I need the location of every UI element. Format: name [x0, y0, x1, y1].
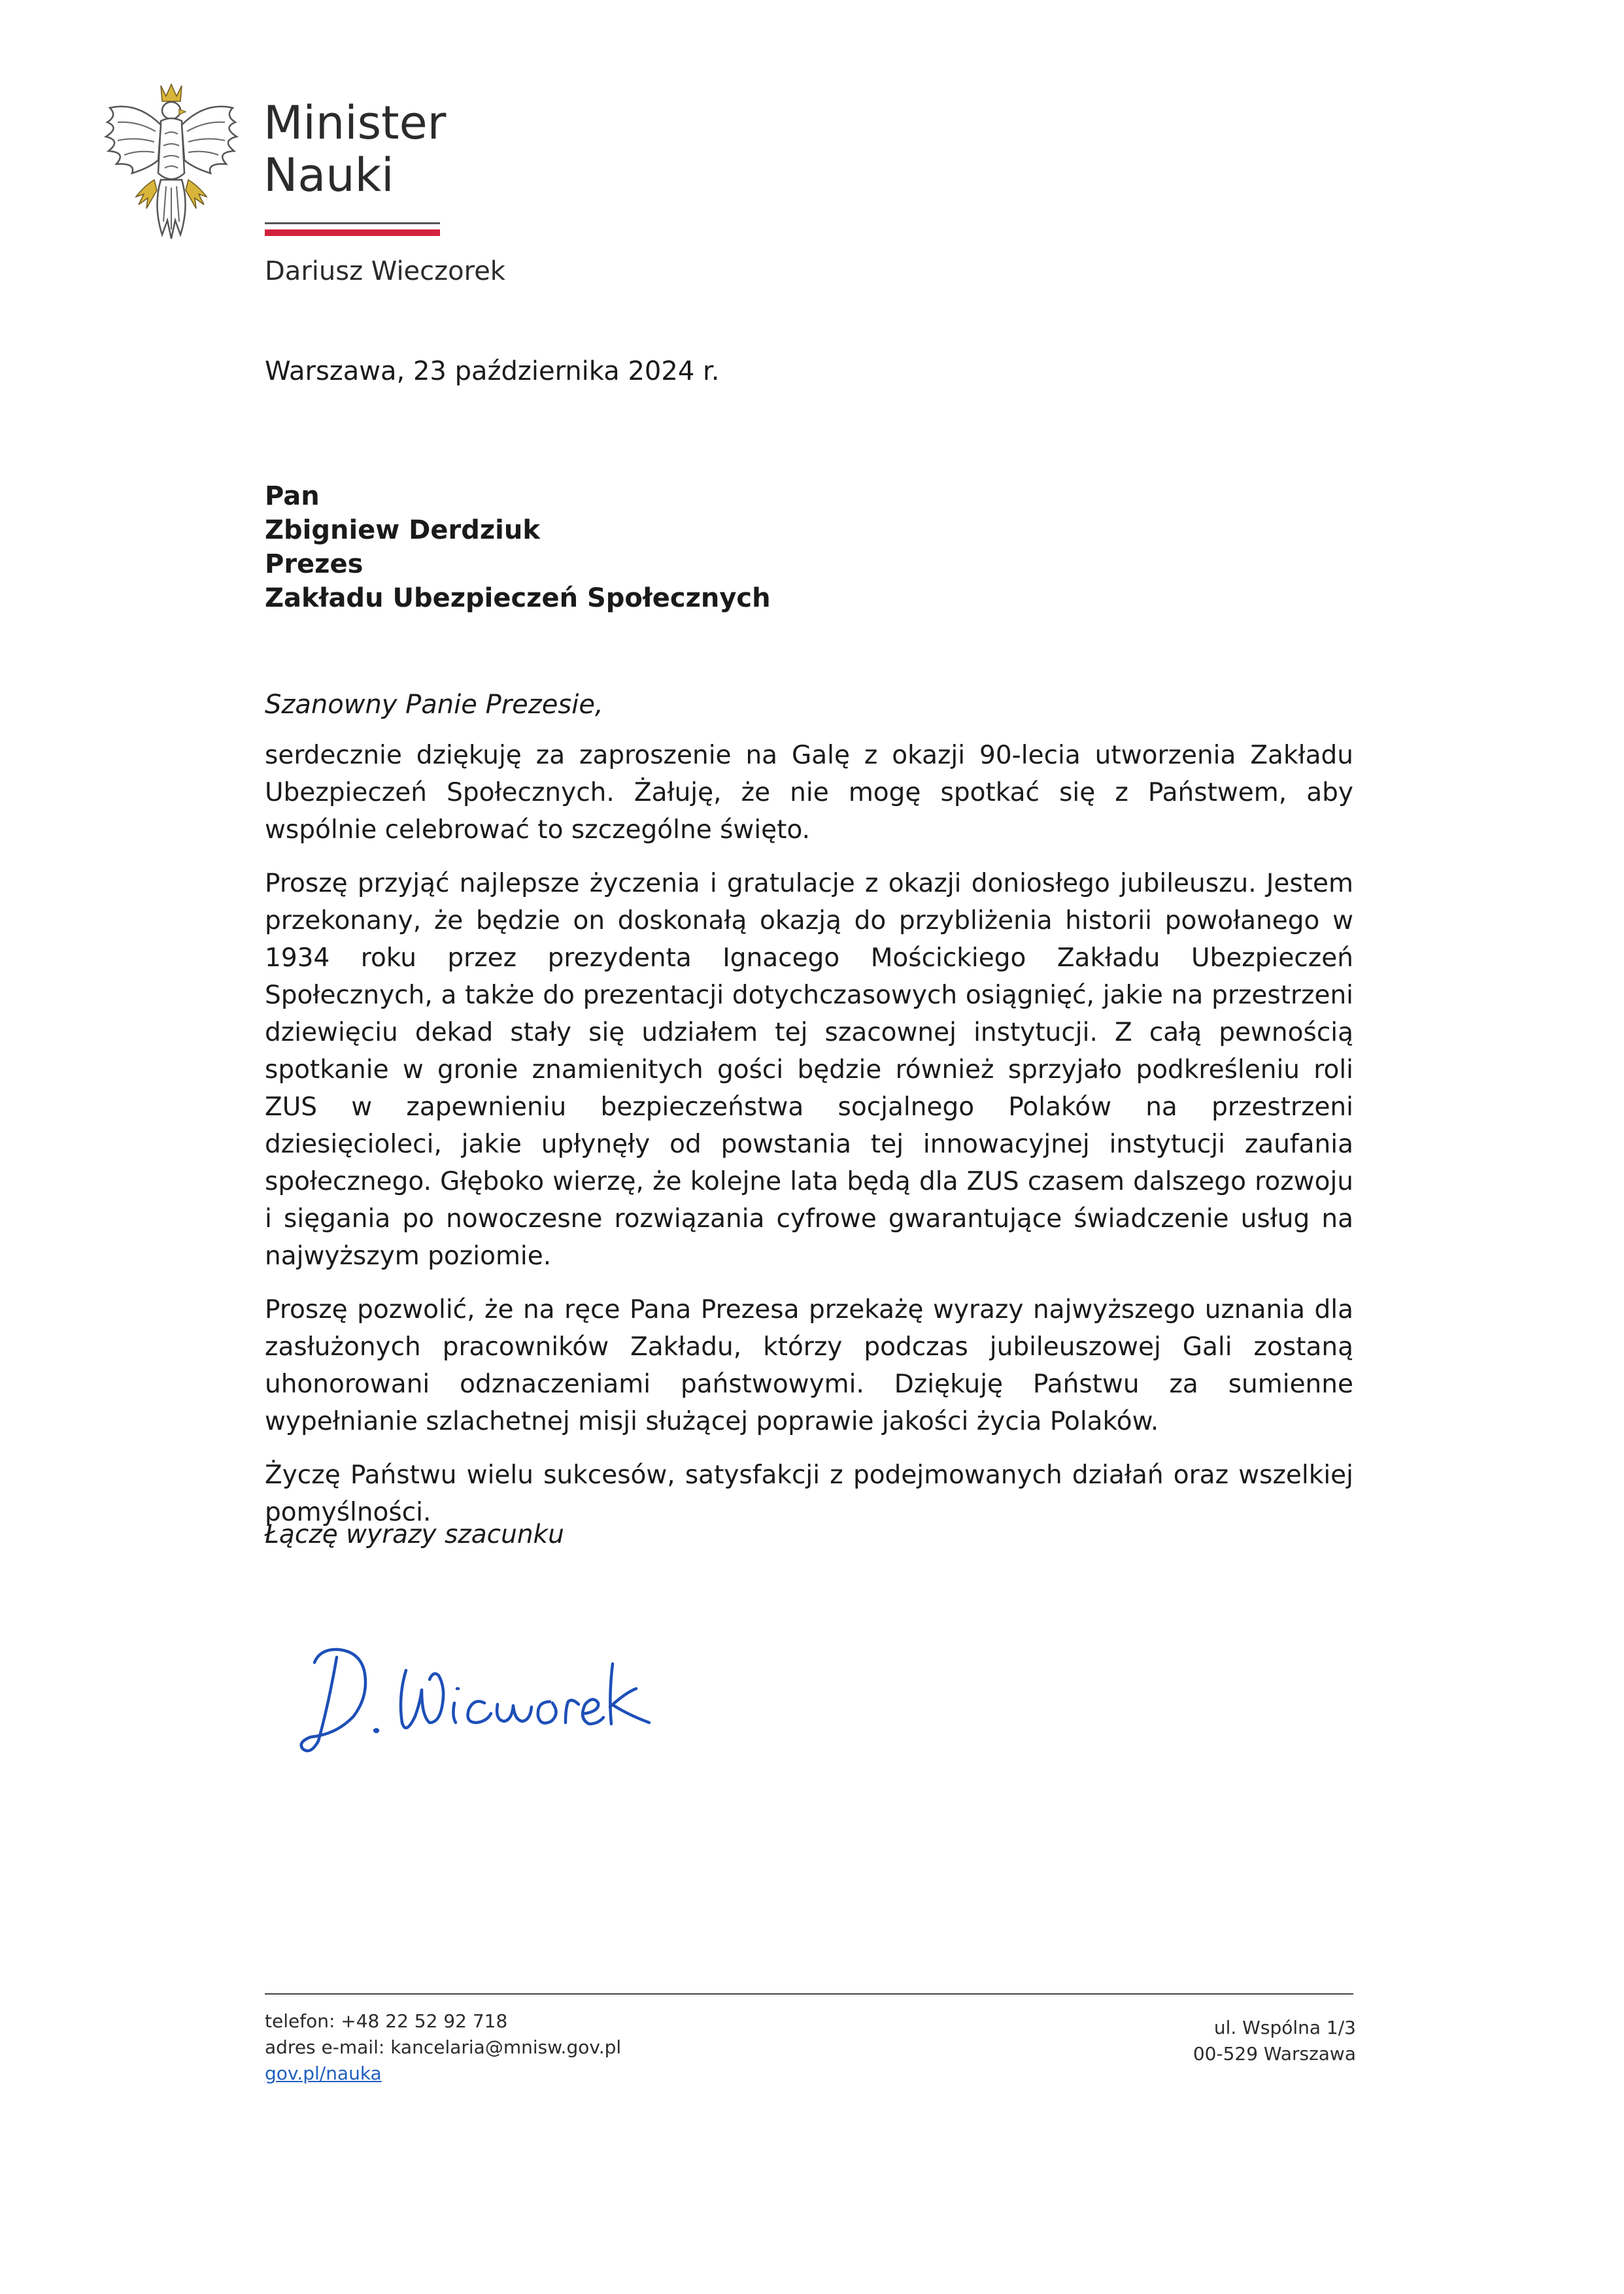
addressee-line: Zbigniew Derdziuk — [265, 515, 540, 545]
addressee-line: Zakładu Ubezpieczeń Społecznych — [265, 583, 771, 613]
greeting: Szanowny Panie Prezesie, — [265, 690, 603, 720]
institution-line-1: Minister — [263, 96, 447, 150]
footer-address — [1193, 2015, 1356, 2067]
footer-website-link[interactable]: gov.pl/nauka — [265, 2063, 382, 2084]
addressee-line: Pan — [265, 481, 320, 511]
flag-divider — [265, 222, 440, 236]
body-paragraph: Życzę Państwu wielu sukcesów, satysfakcji z podejmowanych działań oraz wszelkiej pomyślności. — [265, 1460, 1353, 1527]
eagle-emblem-icon — [98, 82, 245, 245]
footer-contact — [265, 2008, 621, 2087]
body-paragraph: Proszę przyjąć najlepsze życzenia i gratulacje z okazji doniosłego jubileuszu. Jestem przekonany, że będzie on doskonałą okazją do przybliżenia historii powołanego w 1934 roku przez prezydenta Ignacego Mościckiego Zakładu Ubezpieczeń Społecznych, a także do prezentacji dotychczasowych osiągnięć, jakie na przestrzeni dziewięciu dekad stały się udziałem tej szacownej instytucji. Z całą pewnością spotkanie w gronie znamienitych gości będzie również sprzyjało podkreśleniu roli ZUS w zapewnieniu bezpieczeństwa socjalnego Polaków na przestrzeni dziesięcioleci, jakie upłynęły od powstania tej innowacyjnej instytucji zaufania społecznego. Głęboko wierzę, że kolejne lata będą dla ZUS czasem dalszego rozwoju i sięgania po nowoczesne rozwiązania cyfrowe gwarantujące świadczenie usług na najwyższym poziomie. — [265, 869, 1353, 1271]
body-paragraph: serdecznie dziękuję za zaproszenie na Galę z okazji 90-lecia utworzenia Zakładu Ubezpieczeń Społecznych. Żałuję, że nie mogę spotkać się z Państwem, aby wspólnie celebrować to szczególne święto. — [265, 741, 1353, 845]
letter-body — [265, 737, 1353, 1547]
footer-city: 00-529 Warszawa — [1193, 2043, 1356, 2065]
addressee-line: Prezes — [265, 549, 364, 579]
footer-email[interactable]: adres e-mail: kancelaria@mnisw.gov.pl — [265, 2036, 622, 2058]
minister-name: Dariusz Wieczorek — [265, 256, 505, 286]
institution-line-2: Nauki — [263, 148, 394, 202]
closing-phrase: Łączę wyrazy szacunku — [265, 1520, 564, 1549]
body-paragraph: Proszę pozwolić, że na ręce Pana Prezesa przekażę wyrazy najwyższego uznania dla zasłużonych pracowników Zakładu, którzy podczas jubileuszowej Gali zostaną uhonorowani odznaczeniami państwowymi. Dziękuję Państwu za sumienne wypełnianie szlachetnej misji służącej poprawie jakości życia Polaków. — [265, 1295, 1353, 1436]
footer-divider — [265, 1993, 1353, 1995]
addressee-block — [265, 479, 771, 615]
institution-name — [263, 97, 446, 201]
footer-phone: telefon: +48 22 52 92 718 — [265, 2010, 508, 2032]
handwritten-signature — [291, 1625, 670, 1768]
footer-street: ul. Wspólna 1/3 — [1213, 2017, 1356, 2038]
letter-date: Warszawa, 23 października 2024 r. — [265, 356, 720, 386]
